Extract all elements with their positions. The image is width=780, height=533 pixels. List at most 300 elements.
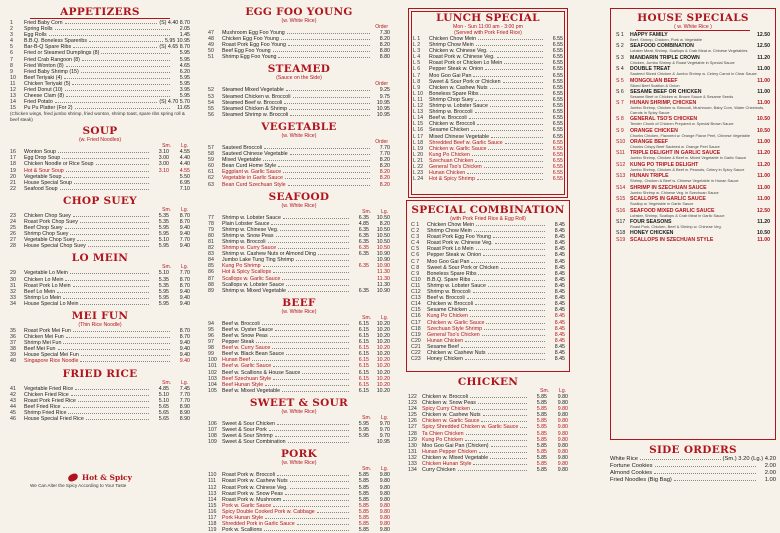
leader-dots	[82, 58, 170, 61]
item-number: 56	[208, 111, 214, 118]
column-2	[208, 6, 390, 533]
col-sm: Sm.	[162, 206, 172, 213]
item-price: 11.00	[757, 66, 770, 73]
item-price: 2.00	[764, 463, 776, 469]
leader-dots	[270, 334, 349, 337]
price-large: 9.80	[557, 424, 568, 431]
price-large: 9.80	[379, 521, 390, 528]
item-name: Vegetable Fried Rice	[24, 385, 74, 392]
seafood-title: SEAFOOD	[268, 190, 330, 203]
item-price: 7.70	[379, 144, 390, 151]
item-price: 11.00	[757, 184, 770, 191]
item-price: 8.45	[554, 252, 565, 259]
item-name: Beef Hunan Style	[222, 381, 264, 388]
price-large: 8.70	[179, 212, 190, 219]
item-name: Shrimp Fried Rice	[24, 409, 67, 416]
item-name: Spicy Curry Chicken	[422, 406, 470, 413]
item-name: Sweet & Sour Pork	[222, 427, 267, 434]
column-1	[10, 6, 190, 422]
leader-dots	[484, 327, 545, 330]
item-number: 59	[208, 157, 214, 164]
leader-dots	[288, 440, 349, 443]
side-order-item	[610, 470, 776, 477]
price-small: 6.15	[358, 363, 369, 370]
item-price: 8.20	[379, 157, 390, 164]
item-name: Chicken Fried Rice	[24, 391, 69, 398]
item-price: 6.55	[552, 42, 563, 49]
item-name: Shrimp w. Mixed Vegetable	[222, 287, 286, 294]
item-price: 9.40	[179, 352, 190, 359]
price-large: 9.80	[379, 527, 390, 533]
house-special-item	[616, 150, 770, 160]
price-large: 10.50	[376, 232, 390, 239]
leader-dots	[288, 43, 370, 46]
steamed-title: STEAMED	[267, 63, 331, 76]
leader-dots	[490, 86, 543, 89]
price-large: 8.70	[179, 282, 190, 289]
col-sm: Sm.	[162, 264, 172, 271]
price-small: 5.85	[536, 424, 547, 431]
house-special-item	[616, 100, 770, 115]
item-number: S 6	[616, 89, 624, 96]
item-name: Sweet & Sour Pork or Chicken	[429, 78, 501, 85]
leader-dots	[297, 522, 349, 525]
price-large: 4.55	[179, 149, 190, 156]
item-number: C15	[411, 307, 421, 314]
col-order: Order	[375, 138, 388, 145]
item-number: 107	[208, 427, 217, 434]
item-number: C11	[411, 282, 421, 289]
house-special-item	[616, 89, 770, 99]
item-price: 6.55	[552, 170, 563, 177]
item-name: Steamed Beef w. Broccoli	[222, 99, 283, 106]
item-price: 10.50	[757, 230, 770, 237]
leader-dots	[290, 486, 349, 489]
item-name: Sesame Chicken	[429, 127, 470, 134]
item-number: 11	[10, 80, 16, 87]
item-number: S18	[616, 230, 626, 237]
item-name: Curry Chicken	[422, 467, 456, 474]
price-large: 10.20	[376, 345, 390, 352]
vegetable-list	[208, 145, 390, 188]
item-number: 89	[208, 287, 214, 294]
item-name: Sweet & Sour Combination	[222, 439, 286, 446]
item-number: C20	[411, 337, 421, 344]
item-number: S13	[616, 173, 626, 180]
item-number: S 5	[616, 77, 624, 84]
price-large: 9.80	[379, 508, 390, 515]
item-name: Fried Noodles (Big Bag)	[610, 477, 672, 483]
item-price: 8.80	[379, 48, 390, 55]
item-name: Beef w. Broccoli	[427, 295, 465, 302]
col-lg: Lg.	[181, 143, 188, 150]
leader-dots	[290, 152, 370, 155]
item-number: 111	[208, 478, 217, 485]
price-small: 5.65	[158, 416, 169, 423]
appetizers-list	[10, 20, 190, 111]
item-number: 49	[208, 42, 214, 49]
item-name: Steamed Mixed Vegetable	[222, 87, 284, 94]
item-number: L 4	[413, 54, 421, 61]
leader-dots	[55, 27, 170, 30]
item-name: Roast Pork w. Mushroom	[222, 496, 282, 503]
lunch-special-list	[413, 36, 563, 182]
item-name: Kung Po Shrimp	[222, 263, 261, 270]
item-name: Beef Chop Suey	[24, 225, 63, 232]
item-number: 28	[10, 243, 16, 250]
item-number: 54	[208, 99, 214, 106]
leader-dots	[55, 100, 158, 103]
price-large: 10.20	[376, 326, 390, 333]
item-number: 33	[10, 294, 16, 301]
item-price: 8.45	[554, 319, 565, 326]
item-price: 8.45	[554, 349, 565, 356]
price-large: 8.90	[179, 403, 190, 410]
price-small: 5.85	[536, 400, 547, 407]
price-large: 5.50	[179, 173, 190, 180]
price-large: 9.80	[557, 394, 568, 400]
item-number: 27	[10, 237, 16, 244]
price-large: 11.30	[377, 275, 390, 282]
item-number: 134	[408, 467, 417, 474]
leader-dots	[485, 67, 543, 70]
item-name: Roast Pork w. Cashew Nuts	[222, 478, 288, 485]
col-lg: Lg.	[381, 208, 388, 215]
price-large: 9.80	[379, 502, 390, 509]
leader-dots	[486, 321, 545, 324]
item-name: Kung Po Chicken	[429, 151, 470, 158]
item-number: 43	[10, 397, 16, 404]
item-price: 6.55	[552, 121, 563, 128]
house-special-item	[616, 78, 770, 88]
item-number: L 10	[413, 90, 424, 97]
item-price: 8.45	[554, 222, 565, 228]
leader-dots	[465, 339, 545, 342]
item-number: 132	[408, 454, 417, 461]
leader-dots	[88, 244, 149, 247]
item-name: SCALLOPS IN GARLIC SAUCE	[630, 196, 706, 203]
leader-dots	[86, 417, 149, 420]
price-small: 5.95	[158, 231, 169, 238]
item-price: 8.45	[554, 246, 565, 253]
item-number: L 18	[413, 139, 424, 146]
item-name: Cheese Clam (8)	[24, 93, 65, 100]
item-number: 44	[10, 403, 16, 410]
item-description: Jumbo Shrimp w. Chinese Veg. in Szechuan Sauce	[630, 189, 719, 195]
item-number: 53	[208, 93, 214, 100]
leader-dots	[293, 95, 370, 98]
leader-dots	[77, 238, 149, 241]
price-large: 4.40	[179, 161, 190, 168]
lunch-special-hours: Mon - Sun 11:00 am - 3:00 pm	[453, 24, 523, 30]
leader-dots	[256, 340, 349, 343]
item-price: 6.55	[552, 157, 563, 164]
chop-suey-list	[10, 213, 190, 250]
leader-dots	[491, 135, 543, 138]
item-name: Chicken w. Broccoli	[429, 121, 475, 128]
leader-dots	[277, 422, 349, 425]
leader-dots	[674, 478, 756, 481]
item-number: 23	[10, 212, 16, 219]
item-name: Mushroom Egg Foo Young	[222, 30, 285, 36]
item-name: Beef Egg Foo Young	[222, 48, 271, 55]
item-number: 86	[208, 269, 214, 276]
item-price: 6.55	[552, 36, 563, 42]
leader-dots	[488, 284, 545, 287]
item-name: ORANGE BEEF	[630, 139, 669, 146]
item-name: Hot & Spicy Shrimp	[429, 176, 475, 183]
price-small: 5.85	[358, 490, 369, 497]
price-small: 5.85	[358, 508, 369, 515]
item-price: 6.55	[552, 133, 563, 140]
item-name: Roast Pork w. Chinese Veg.	[222, 484, 288, 491]
price-large: 10.20	[376, 369, 390, 376]
item-description: Chunks Chicken, Flavored w. Orange Flavor Peel, Chinese Vegetable	[630, 132, 751, 138]
item-name: Shredded Beef w. Garlic Sauce	[429, 139, 503, 146]
item-price: 8.45	[554, 301, 565, 308]
item-name: Roast Pork or Chicken Lo Mein	[429, 60, 503, 67]
vegetable-title: VEGETABLE	[261, 120, 337, 133]
house-special-row	[616, 237, 770, 243]
leader-dots	[465, 357, 545, 360]
item-name: Chicken w. Broccoli	[422, 394, 468, 400]
leader-dots	[476, 43, 543, 46]
item-number: L 15	[413, 121, 424, 128]
item-number: 125	[408, 412, 417, 419]
item-name: Fortune Cookies	[610, 463, 653, 469]
price-large: 10.20	[376, 357, 390, 364]
price-large: 9.80	[379, 514, 390, 521]
item-number: L 1	[413, 36, 421, 42]
item-name: Roast Pork Mei Fun	[24, 328, 71, 334]
item-number: S10	[616, 139, 626, 146]
item-name: DOUBLE TREAT	[630, 66, 671, 73]
item-number: S 8	[616, 116, 624, 123]
leader-dots	[478, 401, 527, 404]
chicken-list	[408, 394, 568, 473]
house-specials-subtitle: ( w. White Rice )	[674, 24, 712, 30]
item-name: Pepper Steak	[222, 339, 255, 346]
menu-item	[10, 416, 190, 422]
price-small: 5.85	[536, 448, 547, 455]
item-name: Fried Crab Rangoon (8)	[24, 56, 80, 63]
item-name: Beef Szechuan Style	[222, 375, 272, 382]
item-number: 124	[408, 406, 417, 413]
item-number: 31	[10, 282, 16, 289]
item-name: B.B.Q. Spare Ribs	[427, 276, 471, 283]
price-small: 5.85	[358, 472, 369, 479]
item-name: Kung Po Chicken	[427, 313, 468, 320]
item-name: Roast Pork Egg Foo Young	[222, 42, 286, 49]
item-name: Moo Goo Gai Pan	[429, 72, 472, 79]
house-special-item	[616, 162, 770, 172]
item-price: (S) 4.65 8.70	[159, 44, 190, 51]
item-number: 118	[208, 521, 217, 528]
item-number: L 22	[413, 163, 424, 170]
item-number: 83	[208, 251, 214, 258]
item-number: 32	[10, 288, 16, 295]
price-large: 10.50	[376, 226, 390, 233]
item-price: 11.20	[757, 54, 770, 61]
leader-dots	[278, 164, 370, 167]
house-special-item	[616, 128, 770, 138]
egg-foo-young-list	[208, 30, 390, 60]
leader-dots	[288, 289, 349, 292]
item-number: 61	[208, 169, 214, 176]
item-number: 15	[10, 105, 16, 112]
item-name: Beef w. Broccoli	[222, 320, 260, 327]
item-number: 5	[10, 44, 13, 51]
price-small: 5.95	[158, 243, 169, 250]
item-price: 11.20	[757, 150, 770, 157]
leader-dots	[71, 393, 149, 396]
leader-dots	[80, 359, 170, 362]
item-name: Chicken Mei Fun	[24, 334, 64, 341]
item-price: 1.45	[179, 32, 190, 39]
item-price: 6.55	[552, 151, 563, 158]
leader-dots	[283, 498, 349, 501]
item-number: 85	[208, 263, 214, 270]
price-small: 6.35	[358, 245, 369, 252]
item-number: 39	[10, 352, 16, 359]
item-number: 110	[208, 472, 217, 479]
leader-dots	[264, 528, 349, 531]
price-large: 9.70	[379, 427, 390, 434]
leader-dots	[80, 302, 149, 305]
price-small: 6.15	[358, 326, 369, 333]
price-large: 9.80	[557, 400, 568, 407]
price-small: 5.85	[536, 406, 547, 413]
house-special-row	[616, 230, 770, 236]
leader-dots	[470, 314, 545, 317]
item-name: Honey Chicken	[427, 356, 463, 363]
item-price: 6.55	[552, 115, 563, 122]
leader-dots	[96, 162, 150, 165]
item-number: 123	[408, 400, 417, 407]
item-name: Jumbo Lake Tung Ting Shrimp	[222, 257, 294, 264]
item-number: 47	[208, 30, 214, 36]
house-special-item	[616, 32, 770, 42]
price-large: 10.95	[376, 439, 390, 446]
mei-fun-title: MEI FUN	[71, 310, 129, 322]
menu-item	[413, 176, 563, 182]
item-number: 79	[208, 226, 214, 233]
item-price: 6.55	[552, 145, 563, 152]
seafood-list	[208, 215, 390, 294]
item-number: S11	[616, 150, 625, 157]
item-name: Shrimp Chow Mein	[427, 228, 472, 235]
lunch-special-box	[408, 8, 568, 198]
leader-dots	[473, 462, 527, 465]
item-name: Chicken w. Garlic Sauce	[422, 418, 480, 425]
item-price: 8.45	[554, 240, 565, 247]
item-name: Roast Pork Chop Suey	[24, 218, 78, 225]
item-name: Szechuan Chicken	[429, 157, 474, 164]
item-price: (Sm.) 3.20 (Lg.) 4.20	[722, 456, 776, 462]
item-number: L 6	[413, 66, 421, 73]
item-price: 8.45	[554, 276, 565, 283]
item-number: 40	[10, 358, 16, 365]
price-small: 5.95	[358, 433, 369, 440]
leader-dots	[481, 419, 527, 422]
price-small: 6.15	[358, 345, 369, 352]
price-large: 9.80	[379, 472, 390, 479]
item-number: C 7	[411, 258, 420, 265]
item-number: 18	[10, 161, 16, 168]
price-large: 9.70	[379, 433, 390, 440]
leader-dots	[287, 31, 370, 34]
price-small: 5.85	[358, 502, 369, 509]
price-small: 5.85	[536, 461, 547, 468]
item-description: Chunks Crispy Beef Sauteed w. Orange Peel Sauce	[630, 144, 720, 150]
item-name: Beef w. Scallions & House Sauce	[222, 369, 301, 376]
leader-dots	[63, 341, 170, 344]
item-name: Pork Hunan Style	[222, 514, 264, 521]
leader-dots	[286, 283, 349, 286]
item-number: S19	[616, 237, 626, 244]
leader-dots	[268, 240, 349, 243]
price-large: 10.90	[376, 257, 390, 264]
item-price: 8.20	[379, 36, 390, 43]
item-number: 109	[208, 439, 217, 446]
leader-dots	[252, 358, 349, 361]
leader-dots	[65, 21, 158, 24]
col-sm: Sm.	[362, 314, 372, 321]
pork-title: PORK	[280, 448, 318, 461]
price-small: 5.85	[358, 478, 369, 485]
price-large: 10.20	[376, 387, 390, 394]
item-number: 4	[10, 38, 13, 45]
item-price: 5.95	[179, 80, 190, 87]
item-name: Plain Lobster Sauce	[222, 220, 270, 227]
item-name: GENERAL TSO'S CHICKEN	[630, 116, 698, 123]
special-combination-subtitle: (with Pork Fried Rice & Egg Roll)	[450, 216, 526, 222]
item-name: Shrimp Chow Mein	[429, 42, 474, 49]
item-number: 78	[208, 220, 214, 227]
house-special-item	[616, 116, 770, 126]
item-name: Roast Pork Egg Foo Young	[427, 234, 491, 241]
item-name: Shrimp w. Lobster Sauce	[427, 282, 486, 289]
steamed-list	[208, 87, 390, 117]
item-price: 6.55	[552, 90, 563, 97]
leader-dots	[73, 329, 170, 332]
item-number: 96	[208, 333, 214, 339]
vegetable-subtitle: (w. White Rice)	[281, 132, 317, 139]
item-number: 25	[10, 225, 16, 232]
item-name: Fried or Steamed Dumplings (8)	[24, 50, 100, 57]
price-small: 5.85	[536, 442, 547, 449]
item-number: 3	[10, 32, 13, 39]
leader-dots	[285, 492, 349, 495]
egg-foo-young-title: EGG FOO YOUNG	[245, 6, 353, 18]
item-name: Pepper Steak w. Onion	[427, 252, 482, 259]
item-number: 52	[208, 87, 214, 94]
leader-dots	[501, 266, 545, 269]
item-name: Ta Chien Chicken	[422, 430, 464, 437]
item-description: Scallop w. Vegetable in Garlic Sauce	[630, 201, 694, 207]
item-name: Pu Pu Platter (For 2)	[24, 105, 73, 112]
item-name: General Tso's Chicken	[429, 163, 482, 170]
leader-dots	[493, 235, 545, 238]
house-special-item	[616, 237, 770, 243]
item-name: Chicken Chow Mein	[427, 222, 475, 228]
leader-dots	[471, 128, 543, 131]
leader-dots	[282, 277, 349, 280]
col-sm: Sm.	[540, 388, 550, 394]
item-price: 2.00	[764, 470, 776, 476]
leader-dots	[74, 181, 149, 184]
price-large: 10.90	[376, 287, 390, 294]
